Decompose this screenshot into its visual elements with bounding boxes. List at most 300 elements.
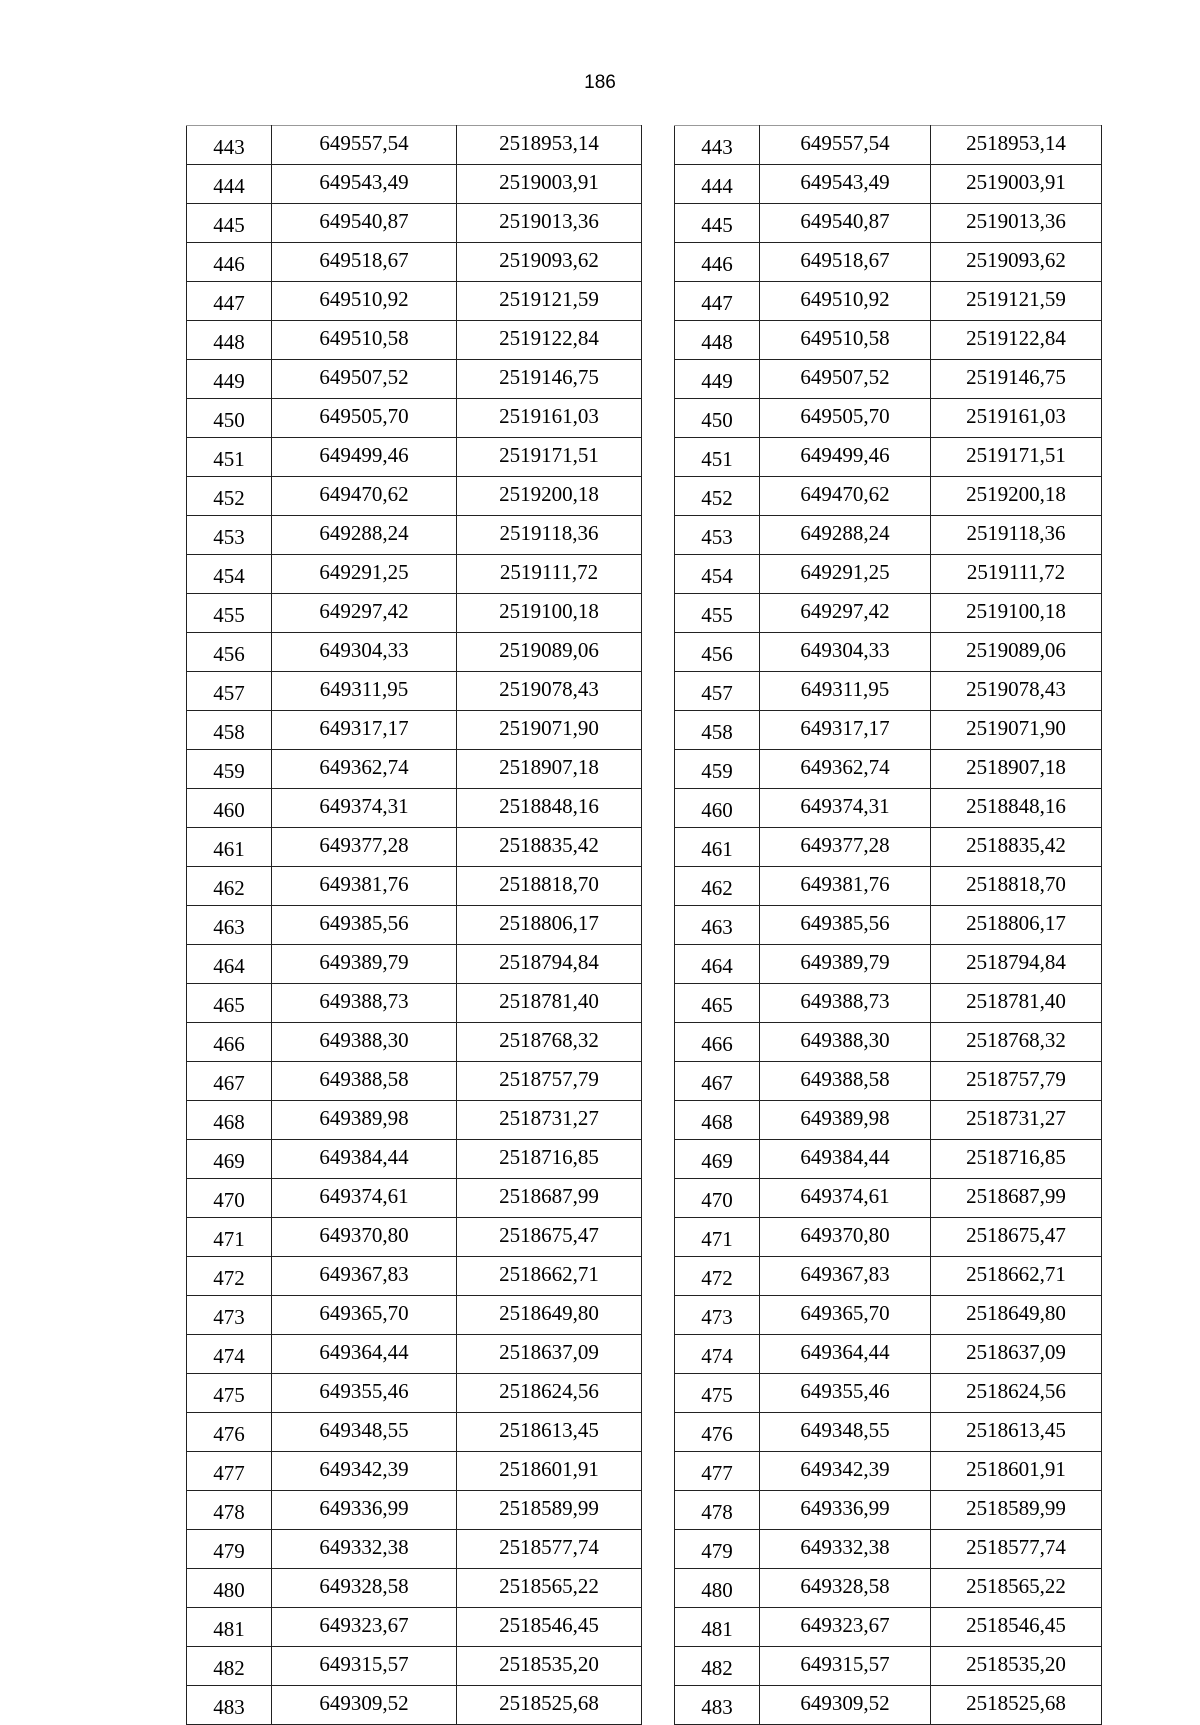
table-row [187,1413,642,1452]
x-coordinate-cell: 649332,38 [760,1530,931,1569]
table-row [675,204,1102,243]
point-number-cell: 476 [187,1413,272,1452]
x-coordinate-cell: 649315,57 [760,1647,931,1686]
point-number-cell: 459 [675,750,760,789]
y-coordinate-cell: 2518907,18 [931,750,1102,789]
table-row [187,1140,642,1179]
x-coordinate-cell: 649507,52 [760,360,931,399]
point-number-cell: 465 [675,984,760,1023]
point-number-cell: 479 [187,1530,272,1569]
table-row [675,1530,1102,1569]
y-coordinate-cell: 2518613,45 [931,1413,1102,1452]
x-coordinate-cell: 649374,31 [760,789,931,828]
y-coordinate-cell: 2518565,22 [457,1569,642,1608]
table-row [187,1023,642,1062]
point-number-cell: 481 [187,1608,272,1647]
x-coordinate-cell: 649377,28 [272,828,457,867]
y-coordinate-cell: 2518565,22 [931,1569,1102,1608]
x-coordinate-cell: 649388,73 [272,984,457,1023]
x-coordinate-cell: 649291,25 [760,555,931,594]
x-coordinate-cell: 649362,74 [272,750,457,789]
point-number-cell: 447 [187,282,272,321]
table-row [675,1257,1102,1296]
table-row [187,360,642,399]
x-coordinate-cell: 649370,80 [272,1218,457,1257]
table-row [675,711,1102,750]
point-number-cell: 456 [187,633,272,672]
x-coordinate-cell: 649389,98 [760,1101,931,1140]
table-row [675,321,1102,360]
x-coordinate-cell: 649367,83 [272,1257,457,1296]
table-row [675,1686,1102,1725]
x-coordinate-cell: 649336,99 [272,1491,457,1530]
y-coordinate-cell: 2519111,72 [931,555,1102,594]
x-coordinate-cell: 649510,92 [760,282,931,321]
point-number-cell: 468 [675,1101,760,1140]
y-coordinate-cell: 2519118,36 [457,516,642,555]
x-coordinate-cell: 649384,44 [272,1140,457,1179]
y-coordinate-cell: 2519093,62 [931,243,1102,282]
table-row [675,282,1102,321]
table-row [187,282,642,321]
coordinates-table-left [186,125,642,1725]
coordinates-table-right-body [675,126,1102,1725]
point-number-cell: 473 [187,1296,272,1335]
table-row [675,867,1102,906]
x-coordinate-cell: 649389,98 [272,1101,457,1140]
x-coordinate-cell: 649510,92 [272,282,457,321]
table-row [187,438,642,477]
x-coordinate-cell: 649355,46 [760,1374,931,1413]
table-row [675,750,1102,789]
point-number-cell: 460 [187,789,272,828]
point-number-cell: 443 [675,126,760,165]
point-number-cell: 467 [187,1062,272,1101]
x-coordinate-cell: 649557,54 [272,126,457,165]
point-number-cell: 477 [187,1452,272,1491]
y-coordinate-cell: 2519171,51 [931,438,1102,477]
y-coordinate-cell: 2518601,91 [931,1452,1102,1491]
y-coordinate-cell: 2518589,99 [931,1491,1102,1530]
table-row [187,633,642,672]
point-number-cell: 468 [187,1101,272,1140]
x-coordinate-cell: 649367,83 [760,1257,931,1296]
table-row [675,789,1102,828]
x-coordinate-cell: 649388,30 [272,1023,457,1062]
y-coordinate-cell: 2519013,36 [457,204,642,243]
point-number-cell: 483 [187,1686,272,1725]
y-coordinate-cell: 2518577,74 [457,1530,642,1569]
table-row [187,984,642,1023]
table-row [675,555,1102,594]
point-number-cell: 464 [187,945,272,984]
x-coordinate-cell: 649348,55 [272,1413,457,1452]
table-row [187,1062,642,1101]
point-number-cell: 452 [675,477,760,516]
x-coordinate-cell: 649389,79 [760,945,931,984]
table-row [187,750,642,789]
table-row [675,1179,1102,1218]
x-coordinate-cell: 649374,61 [272,1179,457,1218]
x-coordinate-cell: 649385,56 [272,906,457,945]
y-coordinate-cell: 2519111,72 [457,555,642,594]
y-coordinate-cell: 2519146,75 [457,360,642,399]
x-coordinate-cell: 649543,49 [760,165,931,204]
table-row [675,594,1102,633]
y-coordinate-cell: 2519121,59 [457,282,642,321]
table-row [187,1647,642,1686]
table-row [187,204,642,243]
x-coordinate-cell: 649385,56 [760,906,931,945]
point-number-cell: 482 [675,1647,760,1686]
x-coordinate-cell: 649377,28 [760,828,931,867]
table-row [187,672,642,711]
table-row [187,867,642,906]
table-row [187,1257,642,1296]
table-row [187,243,642,282]
table-row [675,1062,1102,1101]
point-number-cell: 463 [187,906,272,945]
x-coordinate-cell: 649374,61 [760,1179,931,1218]
table-row [187,165,642,204]
y-coordinate-cell: 2518662,71 [457,1257,642,1296]
point-number-cell: 478 [187,1491,272,1530]
y-coordinate-cell: 2519089,06 [457,633,642,672]
x-coordinate-cell: 649328,58 [272,1569,457,1608]
y-coordinate-cell: 2518525,68 [457,1686,642,1725]
point-number-cell: 475 [675,1374,760,1413]
x-coordinate-cell: 649328,58 [760,1569,931,1608]
y-coordinate-cell: 2519161,03 [931,399,1102,438]
y-coordinate-cell: 2518546,45 [931,1608,1102,1647]
y-coordinate-cell: 2519122,84 [931,321,1102,360]
y-coordinate-cell: 2518637,09 [457,1335,642,1374]
x-coordinate-cell: 649364,44 [760,1335,931,1374]
y-coordinate-cell: 2518848,16 [931,789,1102,828]
table-row [187,1686,642,1725]
y-coordinate-cell: 2519078,43 [457,672,642,711]
table-row [675,1023,1102,1062]
table-row [187,1296,642,1335]
y-coordinate-cell: 2518687,99 [931,1179,1102,1218]
y-coordinate-cell: 2519013,36 [931,204,1102,243]
point-number-cell: 454 [675,555,760,594]
point-number-cell: 456 [675,633,760,672]
point-number-cell: 448 [675,321,760,360]
point-number-cell: 471 [187,1218,272,1257]
y-coordinate-cell: 2519200,18 [931,477,1102,516]
y-coordinate-cell: 2518835,42 [457,828,642,867]
point-number-cell: 455 [187,594,272,633]
point-number-cell: 449 [675,360,760,399]
x-coordinate-cell: 649389,79 [272,945,457,984]
x-coordinate-cell: 649510,58 [272,321,457,360]
table-row [187,321,642,360]
y-coordinate-cell: 2518577,74 [931,1530,1102,1569]
x-coordinate-cell: 649311,95 [760,672,931,711]
x-coordinate-cell: 649288,24 [272,516,457,555]
y-coordinate-cell: 2519100,18 [931,594,1102,633]
x-coordinate-cell: 649370,80 [760,1218,931,1257]
y-coordinate-cell: 2519071,90 [457,711,642,750]
y-coordinate-cell: 2518716,85 [457,1140,642,1179]
y-coordinate-cell: 2519122,84 [457,321,642,360]
page-number: 186 [584,72,616,93]
y-coordinate-cell: 2519171,51 [457,438,642,477]
point-number-cell: 454 [187,555,272,594]
x-coordinate-cell: 649297,42 [760,594,931,633]
x-coordinate-cell: 649355,46 [272,1374,457,1413]
x-coordinate-cell: 649297,42 [272,594,457,633]
point-number-cell: 452 [187,477,272,516]
y-coordinate-cell: 2519071,90 [931,711,1102,750]
x-coordinate-cell: 649365,70 [272,1296,457,1335]
table-row [187,126,642,165]
table-row [675,399,1102,438]
point-number-cell: 462 [187,867,272,906]
point-number-cell: 479 [675,1530,760,1569]
point-number-cell: 474 [675,1335,760,1374]
x-coordinate-cell: 649505,70 [760,399,931,438]
table-row [675,438,1102,477]
table-row [675,828,1102,867]
y-coordinate-cell: 2519093,62 [457,243,642,282]
point-number-cell: 449 [187,360,272,399]
x-coordinate-cell: 649543,49 [272,165,457,204]
x-coordinate-cell: 649499,46 [272,438,457,477]
point-number-cell: 445 [675,204,760,243]
table-row [675,1608,1102,1647]
point-number-cell: 463 [675,906,760,945]
table-row [675,1218,1102,1257]
x-coordinate-cell: 649518,67 [272,243,457,282]
point-number-cell: 447 [675,282,760,321]
table-row [675,516,1102,555]
y-coordinate-cell: 2518601,91 [457,1452,642,1491]
point-number-cell: 446 [187,243,272,282]
x-coordinate-cell: 649311,95 [272,672,457,711]
table-row [675,1296,1102,1335]
y-coordinate-cell: 2518848,16 [457,789,642,828]
y-coordinate-cell: 2518768,32 [457,1023,642,1062]
y-coordinate-cell: 2518835,42 [931,828,1102,867]
y-coordinate-cell: 2519078,43 [931,672,1102,711]
point-number-cell: 470 [675,1179,760,1218]
y-coordinate-cell: 2519118,36 [931,516,1102,555]
x-coordinate-cell: 649365,70 [760,1296,931,1335]
point-number-cell: 476 [675,1413,760,1452]
x-coordinate-cell: 649304,33 [760,633,931,672]
x-coordinate-cell: 649317,17 [272,711,457,750]
y-coordinate-cell: 2518716,85 [931,1140,1102,1179]
y-coordinate-cell: 2518953,14 [931,126,1102,165]
point-number-cell: 451 [675,438,760,477]
point-number-cell: 448 [187,321,272,360]
point-number-cell: 446 [675,243,760,282]
table-row [675,1335,1102,1374]
point-number-cell: 444 [675,165,760,204]
x-coordinate-cell: 649374,31 [272,789,457,828]
table-row [187,516,642,555]
y-coordinate-cell: 2518806,17 [931,906,1102,945]
x-coordinate-cell: 649291,25 [272,555,457,594]
x-coordinate-cell: 649388,73 [760,984,931,1023]
point-number-cell: 469 [187,1140,272,1179]
point-number-cell: 450 [675,399,760,438]
y-coordinate-cell: 2519161,03 [457,399,642,438]
point-number-cell: 461 [187,828,272,867]
y-coordinate-cell: 2518662,71 [931,1257,1102,1296]
y-coordinate-cell: 2518613,45 [457,1413,642,1452]
table-row [187,594,642,633]
y-coordinate-cell: 2518649,80 [457,1296,642,1335]
y-coordinate-cell: 2518535,20 [931,1647,1102,1686]
y-coordinate-cell: 2519121,59 [931,282,1102,321]
point-number-cell: 482 [187,1647,272,1686]
point-number-cell: 461 [675,828,760,867]
x-coordinate-cell: 649323,67 [760,1608,931,1647]
point-number-cell: 483 [675,1686,760,1725]
point-number-cell: 475 [187,1374,272,1413]
x-coordinate-cell: 649362,74 [760,750,931,789]
y-coordinate-cell: 2518525,68 [931,1686,1102,1725]
table-row [675,360,1102,399]
x-coordinate-cell: 649304,33 [272,633,457,672]
point-number-cell: 480 [675,1569,760,1608]
x-coordinate-cell: 649384,44 [760,1140,931,1179]
table-row [675,1140,1102,1179]
table-row [187,906,642,945]
table-row [675,672,1102,711]
y-coordinate-cell: 2518907,18 [457,750,642,789]
y-coordinate-cell: 2518781,40 [931,984,1102,1023]
point-number-cell: 471 [675,1218,760,1257]
x-coordinate-cell: 649470,62 [272,477,457,516]
x-coordinate-cell: 649332,38 [272,1530,457,1569]
y-coordinate-cell: 2518781,40 [457,984,642,1023]
table-row [187,1608,642,1647]
y-coordinate-cell: 2518806,17 [457,906,642,945]
x-coordinate-cell: 649381,76 [272,867,457,906]
x-coordinate-cell: 649342,39 [760,1452,931,1491]
point-number-cell: 445 [187,204,272,243]
table-row [187,1101,642,1140]
x-coordinate-cell: 649518,67 [760,243,931,282]
point-number-cell: 443 [187,126,272,165]
x-coordinate-cell: 649505,70 [272,399,457,438]
x-coordinate-cell: 649348,55 [760,1413,931,1452]
point-number-cell: 450 [187,399,272,438]
table-row [675,477,1102,516]
table-row [187,1569,642,1608]
table-row [187,1530,642,1569]
table-row [675,1569,1102,1608]
y-coordinate-cell: 2518818,70 [931,867,1102,906]
y-coordinate-cell: 2518675,47 [457,1218,642,1257]
point-number-cell: 457 [187,672,272,711]
x-coordinate-cell: 649499,46 [760,438,931,477]
table-row [187,1218,642,1257]
table-row [675,906,1102,945]
y-coordinate-cell: 2518624,56 [931,1374,1102,1413]
y-coordinate-cell: 2519003,91 [457,165,642,204]
point-number-cell: 470 [187,1179,272,1218]
table-row [187,1491,642,1530]
table-row [187,1374,642,1413]
y-coordinate-cell: 2518675,47 [931,1218,1102,1257]
point-number-cell: 459 [187,750,272,789]
table-row [187,1452,642,1491]
table-row [675,1101,1102,1140]
point-number-cell: 457 [675,672,760,711]
point-number-cell: 472 [187,1257,272,1296]
x-coordinate-cell: 649364,44 [272,1335,457,1374]
table-row [187,1335,642,1374]
table-row [675,1647,1102,1686]
table-row [675,165,1102,204]
table-row [675,1374,1102,1413]
y-coordinate-cell: 2518794,84 [931,945,1102,984]
x-coordinate-cell: 649510,58 [760,321,931,360]
y-coordinate-cell: 2519200,18 [457,477,642,516]
y-coordinate-cell: 2518546,45 [457,1608,642,1647]
point-number-cell: 460 [675,789,760,828]
x-coordinate-cell: 649557,54 [760,126,931,165]
table-row [675,126,1102,165]
x-coordinate-cell: 649540,87 [760,204,931,243]
table-row [187,945,642,984]
table-row [675,1491,1102,1530]
point-number-cell: 462 [675,867,760,906]
y-coordinate-cell: 2518637,09 [931,1335,1102,1374]
point-number-cell: 451 [187,438,272,477]
point-number-cell: 453 [675,516,760,555]
y-coordinate-cell: 2519003,91 [931,165,1102,204]
table-row [187,399,642,438]
y-coordinate-cell: 2519089,06 [931,633,1102,672]
table-row [675,243,1102,282]
table-row [187,789,642,828]
coordinates-table-right [674,125,1102,1725]
table-row [675,1413,1102,1452]
table-row [187,828,642,867]
point-number-cell: 466 [187,1023,272,1062]
point-number-cell: 455 [675,594,760,633]
table-row [187,711,642,750]
x-coordinate-cell: 649507,52 [272,360,457,399]
point-number-cell: 466 [675,1023,760,1062]
y-coordinate-cell: 2519146,75 [931,360,1102,399]
y-coordinate-cell: 2518757,79 [931,1062,1102,1101]
x-coordinate-cell: 649388,30 [760,1023,931,1062]
y-coordinate-cell: 2518953,14 [457,126,642,165]
x-coordinate-cell: 649336,99 [760,1491,931,1530]
point-number-cell: 453 [187,516,272,555]
x-coordinate-cell: 649388,58 [272,1062,457,1101]
table-row [675,633,1102,672]
x-coordinate-cell: 649540,87 [272,204,457,243]
y-coordinate-cell: 2519100,18 [457,594,642,633]
point-number-cell: 467 [675,1062,760,1101]
y-coordinate-cell: 2518649,80 [931,1296,1102,1335]
y-coordinate-cell: 2518768,32 [931,1023,1102,1062]
point-number-cell: 465 [187,984,272,1023]
table-row [675,945,1102,984]
point-number-cell: 481 [675,1608,760,1647]
x-coordinate-cell: 649315,57 [272,1647,457,1686]
point-number-cell: 464 [675,945,760,984]
point-number-cell: 458 [187,711,272,750]
